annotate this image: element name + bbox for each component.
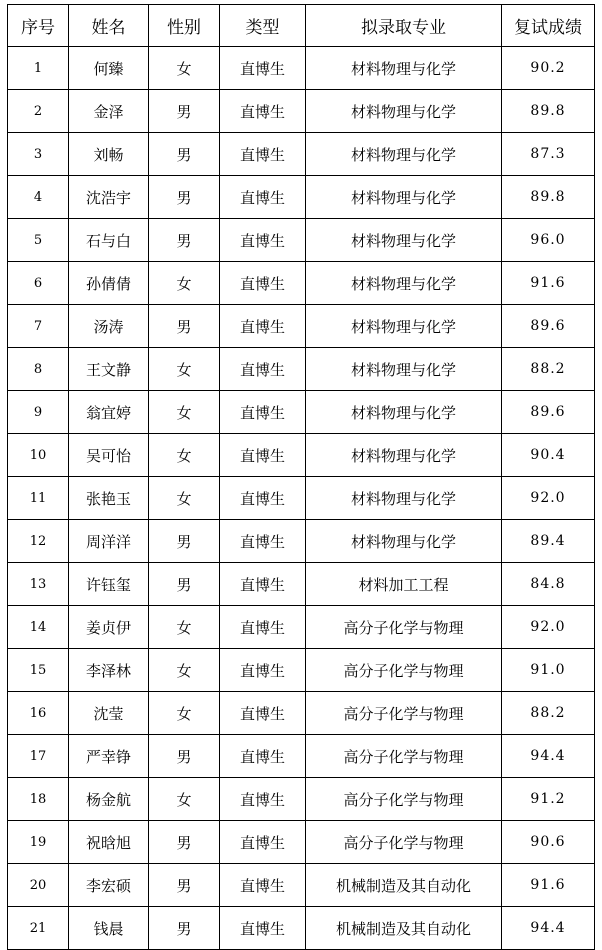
cell-major: 材料物理与化学 xyxy=(306,219,502,262)
cell-major: 材料物理与化学 xyxy=(306,477,502,520)
table-body xyxy=(8,47,595,950)
cell-type: 直博生 xyxy=(220,391,306,434)
cell-major: 材料物理与化学 xyxy=(306,391,502,434)
cell-gender: 男 xyxy=(149,305,220,348)
cell-name: 杨金航 xyxy=(69,778,149,821)
cell-gender: 女 xyxy=(149,778,220,821)
table-row xyxy=(8,649,595,692)
cell-index: 5 xyxy=(8,219,69,262)
table-row xyxy=(8,434,595,477)
table-row xyxy=(8,262,595,305)
cell-type: 直博生 xyxy=(220,262,306,305)
cell-major: 高分子化学与物理 xyxy=(306,606,502,649)
cell-gender: 女 xyxy=(149,47,220,90)
cell-name: 祝晗旭 xyxy=(69,821,149,864)
cell-major: 机械制造及其自动化 xyxy=(306,907,502,950)
table-row xyxy=(8,692,595,735)
table-row xyxy=(8,735,595,778)
cell-gender: 女 xyxy=(149,692,220,735)
cell-type: 直博生 xyxy=(220,348,306,391)
cell-gender: 男 xyxy=(149,563,220,606)
cell-major: 高分子化学与物理 xyxy=(306,735,502,778)
cell-major: 材料物理与化学 xyxy=(306,348,502,391)
header-index: 序号 xyxy=(8,5,69,47)
cell-name: 石与白 xyxy=(69,219,149,262)
cell-index: 9 xyxy=(8,391,69,434)
cell-gender: 男 xyxy=(149,90,220,133)
cell-major: 高分子化学与物理 xyxy=(306,778,502,821)
cell-score: 90.4 xyxy=(502,434,595,477)
cell-name: 李宏硕 xyxy=(69,864,149,907)
cell-gender: 女 xyxy=(149,391,220,434)
cell-major: 机械制造及其自动化 xyxy=(306,864,502,907)
cell-index: 12 xyxy=(8,520,69,563)
cell-name: 金泽 xyxy=(69,90,149,133)
table-row xyxy=(8,864,595,907)
cell-major: 材料加工工程 xyxy=(306,563,502,606)
cell-index: 2 xyxy=(8,90,69,133)
cell-gender: 男 xyxy=(149,735,220,778)
cell-major: 材料物理与化学 xyxy=(306,90,502,133)
cell-type: 直博生 xyxy=(220,90,306,133)
cell-name: 何臻 xyxy=(69,47,149,90)
cell-index: 18 xyxy=(8,778,69,821)
table-row xyxy=(8,47,595,90)
cell-index: 19 xyxy=(8,821,69,864)
cell-score: 94.4 xyxy=(502,907,595,950)
cell-major: 材料物理与化学 xyxy=(306,176,502,219)
cell-major: 高分子化学与物理 xyxy=(306,649,502,692)
cell-name: 姜贞伊 xyxy=(69,606,149,649)
cell-gender: 男 xyxy=(149,520,220,563)
cell-type: 直博生 xyxy=(220,47,306,90)
table-row xyxy=(8,133,595,176)
cell-score: 89.8 xyxy=(502,176,595,219)
cell-major: 材料物理与化学 xyxy=(306,305,502,348)
cell-index: 1 xyxy=(8,47,69,90)
cell-gender: 女 xyxy=(149,348,220,391)
cell-score: 91.0 xyxy=(502,649,595,692)
cell-major: 材料物理与化学 xyxy=(306,133,502,176)
cell-type: 直博生 xyxy=(220,778,306,821)
table-row xyxy=(8,563,595,606)
cell-gender: 女 xyxy=(149,606,220,649)
table-row xyxy=(8,821,595,864)
cell-index: 20 xyxy=(8,864,69,907)
cell-index: 13 xyxy=(8,563,69,606)
header-type: 类型 xyxy=(220,5,306,47)
cell-index: 17 xyxy=(8,735,69,778)
table-row xyxy=(8,90,595,133)
cell-index: 14 xyxy=(8,606,69,649)
table-row xyxy=(8,176,595,219)
cell-score: 88.2 xyxy=(502,348,595,391)
header-major: 拟录取专业 xyxy=(306,5,502,47)
table-row xyxy=(8,391,595,434)
table-row xyxy=(8,520,595,563)
cell-type: 直博生 xyxy=(220,434,306,477)
cell-score: 96.0 xyxy=(502,219,595,262)
cell-index: 4 xyxy=(8,176,69,219)
cell-type: 直博生 xyxy=(220,133,306,176)
cell-major: 高分子化学与物理 xyxy=(306,821,502,864)
cell-score: 89.8 xyxy=(502,90,595,133)
header-name: 姓名 xyxy=(69,5,149,47)
cell-score: 92.0 xyxy=(502,477,595,520)
cell-index: 10 xyxy=(8,434,69,477)
table-header xyxy=(8,5,595,47)
cell-type: 直博生 xyxy=(220,305,306,348)
cell-name: 张艳玉 xyxy=(69,477,149,520)
cell-name: 刘畅 xyxy=(69,133,149,176)
cell-index: 15 xyxy=(8,649,69,692)
cell-gender: 男 xyxy=(149,176,220,219)
cell-score: 91.6 xyxy=(502,864,595,907)
cell-gender: 女 xyxy=(149,262,220,305)
cell-score: 87.3 xyxy=(502,133,595,176)
cell-gender: 男 xyxy=(149,219,220,262)
cell-type: 直博生 xyxy=(220,219,306,262)
cell-name: 李泽林 xyxy=(69,649,149,692)
cell-type: 直博生 xyxy=(220,692,306,735)
cell-name: 沈莹 xyxy=(69,692,149,735)
cell-score: 89.6 xyxy=(502,305,595,348)
cell-major: 材料物理与化学 xyxy=(306,262,502,305)
cell-type: 直博生 xyxy=(220,821,306,864)
table-row xyxy=(8,477,595,520)
cell-index: 6 xyxy=(8,262,69,305)
cell-index: 7 xyxy=(8,305,69,348)
cell-name: 翁宜婷 xyxy=(69,391,149,434)
cell-gender: 女 xyxy=(149,477,220,520)
table-row xyxy=(8,348,595,391)
cell-index: 11 xyxy=(8,477,69,520)
cell-score: 88.2 xyxy=(502,692,595,735)
cell-type: 直博生 xyxy=(220,735,306,778)
cell-gender: 男 xyxy=(149,133,220,176)
cell-type: 直博生 xyxy=(220,563,306,606)
table-row xyxy=(8,305,595,348)
admission-table xyxy=(7,4,595,950)
cell-score: 91.6 xyxy=(502,262,595,305)
cell-major: 高分子化学与物理 xyxy=(306,692,502,735)
cell-score: 92.0 xyxy=(502,606,595,649)
cell-type: 直博生 xyxy=(220,649,306,692)
cell-index: 3 xyxy=(8,133,69,176)
cell-type: 直博生 xyxy=(220,477,306,520)
cell-gender: 男 xyxy=(149,821,220,864)
cell-index: 21 xyxy=(8,907,69,950)
header-gender: 性别 xyxy=(149,5,220,47)
table-row xyxy=(8,219,595,262)
cell-score: 94.4 xyxy=(502,735,595,778)
cell-gender: 女 xyxy=(149,434,220,477)
cell-gender: 男 xyxy=(149,864,220,907)
cell-name: 许钰玺 xyxy=(69,563,149,606)
cell-name: 沈浩宇 xyxy=(69,176,149,219)
cell-major: 材料物理与化学 xyxy=(306,47,502,90)
table-row xyxy=(8,606,595,649)
cell-gender: 男 xyxy=(149,907,220,950)
cell-type: 直博生 xyxy=(220,864,306,907)
cell-name: 孙倩倩 xyxy=(69,262,149,305)
cell-gender: 女 xyxy=(149,649,220,692)
cell-name: 周洋洋 xyxy=(69,520,149,563)
cell-score: 89.6 xyxy=(502,391,595,434)
cell-type: 直博生 xyxy=(220,176,306,219)
cell-score: 89.4 xyxy=(502,520,595,563)
cell-score: 90.2 xyxy=(502,47,595,90)
cell-name: 吴可怡 xyxy=(69,434,149,477)
cell-type: 直博生 xyxy=(220,520,306,563)
cell-major: 材料物理与化学 xyxy=(306,434,502,477)
cell-score: 84.8 xyxy=(502,563,595,606)
cell-type: 直博生 xyxy=(220,606,306,649)
header-row xyxy=(8,5,595,47)
cell-score: 90.6 xyxy=(502,821,595,864)
table-row xyxy=(8,778,595,821)
cell-name: 钱晨 xyxy=(69,907,149,950)
cell-index: 8 xyxy=(8,348,69,391)
cell-name: 王文静 xyxy=(69,348,149,391)
cell-name: 汤涛 xyxy=(69,305,149,348)
cell-name: 严幸铮 xyxy=(69,735,149,778)
cell-type: 直博生 xyxy=(220,907,306,950)
table-row xyxy=(8,907,595,950)
cell-score: 91.2 xyxy=(502,778,595,821)
cell-index: 16 xyxy=(8,692,69,735)
header-score: 复试成绩 xyxy=(502,5,595,47)
cell-major: 材料物理与化学 xyxy=(306,520,502,563)
